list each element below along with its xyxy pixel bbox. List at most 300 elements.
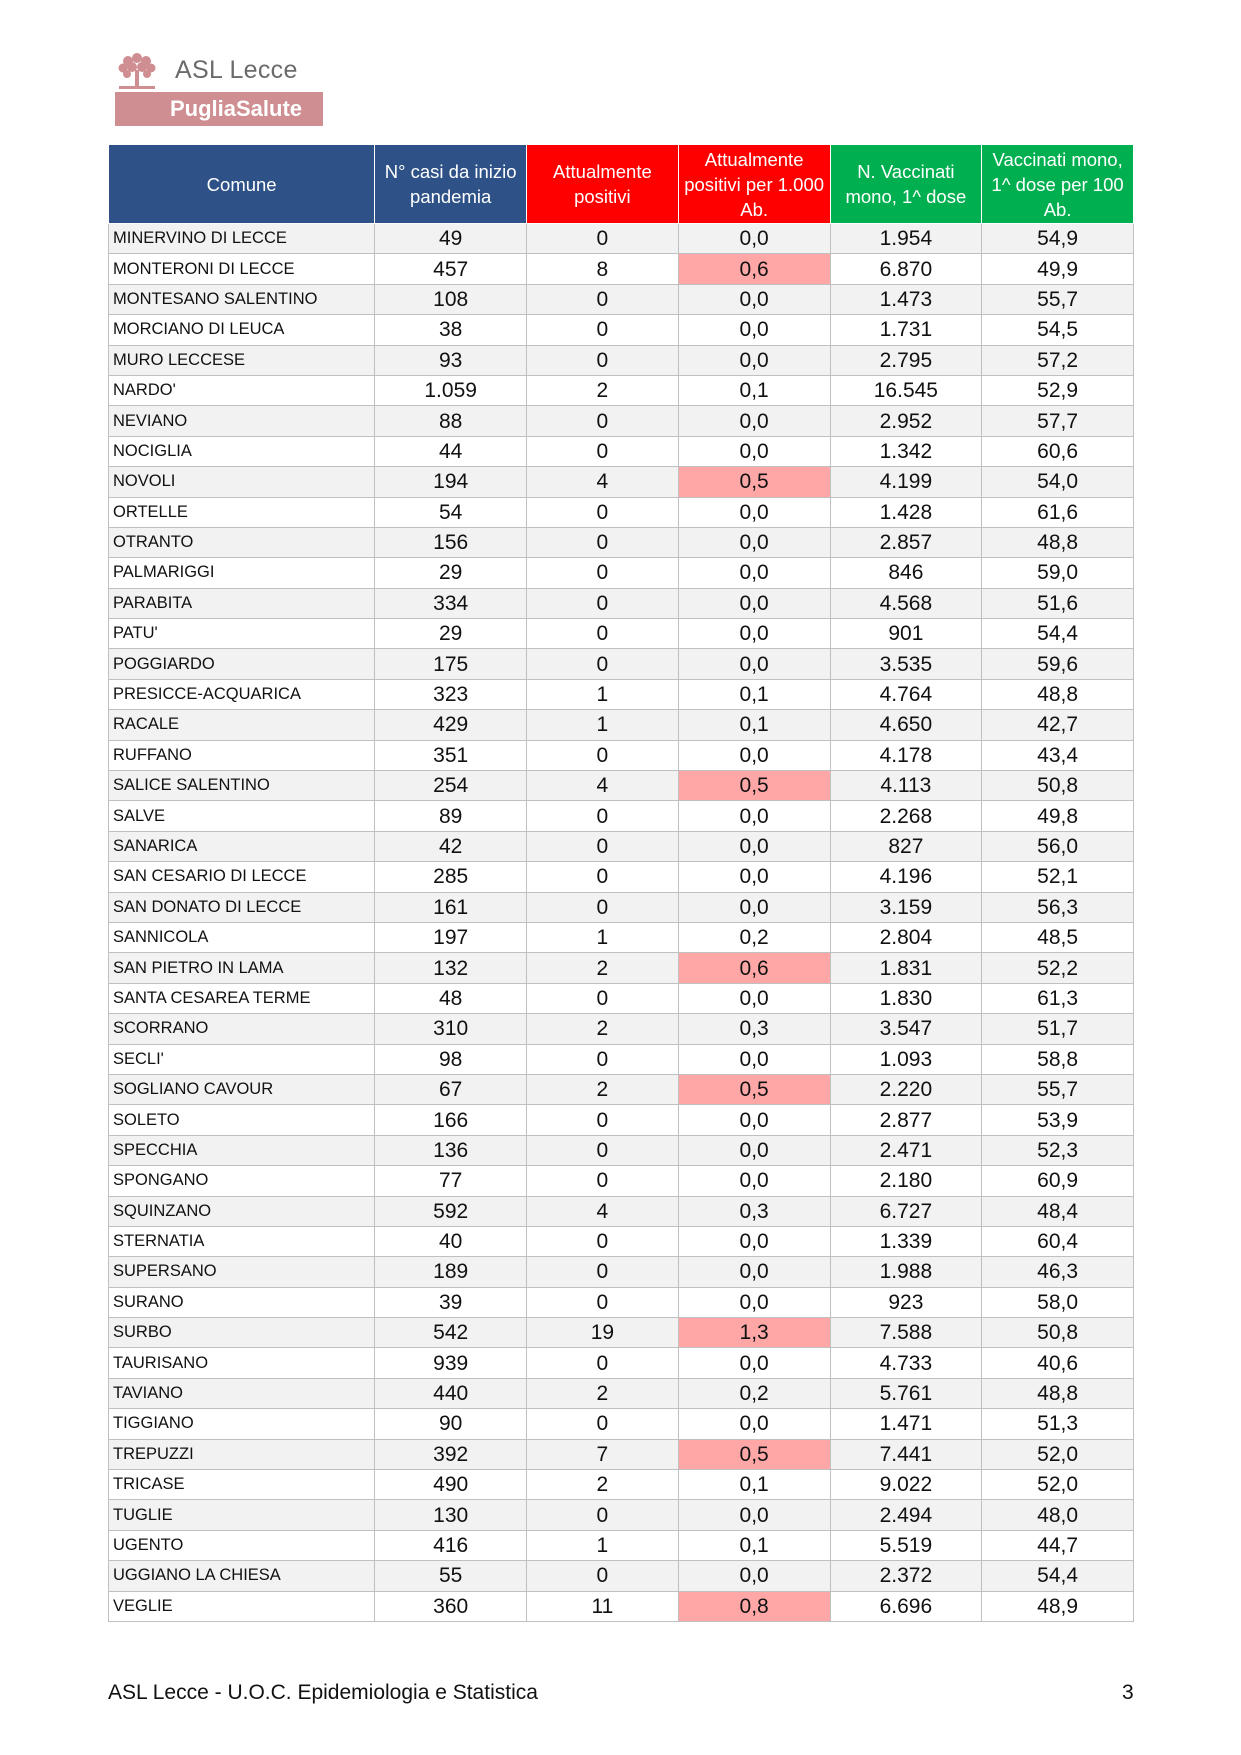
cell-positives-per-1000: 0,2 — [678, 922, 830, 952]
table-row — [109, 315, 1134, 345]
table-row — [109, 1287, 1134, 1317]
cell-positives-per-1000: 0,1 — [678, 1470, 830, 1500]
cell-positives-per-1000: 0,0 — [678, 284, 830, 314]
table-row — [109, 406, 1134, 436]
cell-current-positives: 0 — [527, 588, 679, 618]
cell-vaccinated-count: 2.471 — [830, 1135, 982, 1165]
cell-comune: MINERVINO DI LECCE — [109, 224, 375, 254]
cell-total-cases: 457 — [375, 254, 527, 284]
cell-vaccinated-per-100: 57,2 — [982, 345, 1134, 375]
cell-total-cases: 29 — [375, 558, 527, 588]
cell-vaccinated-per-100: 43,4 — [982, 740, 1134, 770]
cell-current-positives: 0 — [527, 527, 679, 557]
cell-total-cases: 136 — [375, 1135, 527, 1165]
cell-vaccinated-count: 827 — [830, 831, 982, 861]
cell-total-cases: 130 — [375, 1500, 527, 1530]
table-row — [109, 953, 1134, 983]
cell-total-cases: 161 — [375, 892, 527, 922]
cell-vaccinated-count: 1.339 — [830, 1226, 982, 1256]
cell-positives-per-1000: 0,1 — [678, 1530, 830, 1560]
cell-comune: SURBO — [109, 1318, 375, 1348]
table-row — [109, 679, 1134, 709]
cell-positives-per-1000: 0,0 — [678, 1166, 830, 1196]
cell-positives-per-1000: 0,0 — [678, 619, 830, 649]
table-row — [109, 1591, 1134, 1621]
cell-total-cases: 542 — [375, 1318, 527, 1348]
cell-vaccinated-count: 2.372 — [830, 1561, 982, 1591]
cell-total-cases: 156 — [375, 527, 527, 557]
cell-positives-per-1000: 0,0 — [678, 831, 830, 861]
header-vaccinated-count: N. Vaccinati mono, 1^ dose — [830, 145, 982, 224]
cell-positives-per-1000: 0,6 — [678, 953, 830, 983]
cell-current-positives: 1 — [527, 1530, 679, 1560]
cell-positives-per-1000: 0,5 — [678, 771, 830, 801]
cell-comune: MONTESANO SALENTINO — [109, 284, 375, 314]
table-row — [109, 1166, 1134, 1196]
cell-total-cases: 392 — [375, 1439, 527, 1469]
table-row — [109, 1196, 1134, 1226]
cell-positives-per-1000: 0,3 — [678, 1196, 830, 1226]
cell-current-positives: 4 — [527, 467, 679, 497]
cell-vaccinated-count: 2.804 — [830, 922, 982, 952]
cell-positives-per-1000: 0,0 — [678, 588, 830, 618]
cell-total-cases: 310 — [375, 1014, 527, 1044]
cell-positives-per-1000: 0,0 — [678, 1135, 830, 1165]
asl-lecce-logo — [115, 48, 325, 126]
table-row — [109, 497, 1134, 527]
cell-current-positives: 0 — [527, 497, 679, 527]
cell-current-positives: 2 — [527, 953, 679, 983]
cell-total-cases: 54 — [375, 497, 527, 527]
table-row — [109, 1257, 1134, 1287]
cell-comune: SCORRANO — [109, 1014, 375, 1044]
cell-vaccinated-per-100: 57,7 — [982, 406, 1134, 436]
cell-total-cases: 194 — [375, 467, 527, 497]
table-header-row — [109, 145, 1134, 224]
cell-comune: SOLETO — [109, 1105, 375, 1135]
cell-total-cases: 416 — [375, 1530, 527, 1560]
cell-comune: NEVIANO — [109, 406, 375, 436]
cell-total-cases: 38 — [375, 315, 527, 345]
cell-total-cases: 90 — [375, 1409, 527, 1439]
cell-total-cases: 592 — [375, 1196, 527, 1226]
header-positives-per-1000: Attualmente positivi per 1.000 Ab. — [678, 145, 830, 224]
table-row — [109, 922, 1134, 952]
cell-comune: SECLI' — [109, 1044, 375, 1074]
cell-comune: MORCIANO DI LEUCA — [109, 315, 375, 345]
header-current-positives: Attualmente positivi — [527, 145, 679, 224]
cell-comune: SAN PIETRO IN LAMA — [109, 953, 375, 983]
cell-vaccinated-per-100: 48,0 — [982, 1500, 1134, 1530]
cell-total-cases: 1.059 — [375, 375, 527, 405]
cell-total-cases: 98 — [375, 1044, 527, 1074]
cell-current-positives: 0 — [527, 892, 679, 922]
logo-subtitle: PugliaSalute — [170, 96, 303, 121]
cell-total-cases: 351 — [375, 740, 527, 770]
cell-total-cases: 166 — [375, 1105, 527, 1135]
table-row — [109, 801, 1134, 831]
table-body — [109, 224, 1134, 1622]
cell-positives-per-1000: 0,0 — [678, 558, 830, 588]
cell-vaccinated-per-100: 55,7 — [982, 1074, 1134, 1104]
cell-vaccinated-per-100: 48,5 — [982, 922, 1134, 952]
cell-vaccinated-per-100: 48,9 — [982, 1591, 1134, 1621]
cell-total-cases: 44 — [375, 436, 527, 466]
cell-vaccinated-count: 5.761 — [830, 1378, 982, 1408]
cell-vaccinated-per-100: 52,2 — [982, 953, 1134, 983]
cell-total-cases: 175 — [375, 649, 527, 679]
cell-comune: OTRANTO — [109, 527, 375, 557]
cell-comune: MURO LECCESE — [109, 345, 375, 375]
table-row — [109, 649, 1134, 679]
cell-current-positives: 2 — [527, 1014, 679, 1044]
cell-comune: SANARICA — [109, 831, 375, 861]
cell-vaccinated-count: 9.022 — [830, 1470, 982, 1500]
tree-logo-icon — [115, 50, 159, 90]
table-row — [109, 1561, 1134, 1591]
cell-positives-per-1000: 0,0 — [678, 1348, 830, 1378]
cell-vaccinated-per-100: 60,6 — [982, 436, 1134, 466]
cell-current-positives: 1 — [527, 679, 679, 709]
cell-current-positives: 2 — [527, 1378, 679, 1408]
cell-current-positives: 1 — [527, 922, 679, 952]
table-row — [109, 1378, 1134, 1408]
cell-current-positives: 0 — [527, 558, 679, 588]
cell-vaccinated-count: 1.342 — [830, 436, 982, 466]
header-vaccinated-per-100: Vaccinati mono, 1^ dose per 100 Ab. — [982, 145, 1134, 224]
cell-vaccinated-count: 1.473 — [830, 284, 982, 314]
cell-comune: PATU' — [109, 619, 375, 649]
table-row — [109, 1530, 1134, 1560]
cell-total-cases: 49 — [375, 224, 527, 254]
cell-current-positives: 0 — [527, 983, 679, 1013]
cell-vaccinated-per-100: 60,4 — [982, 1226, 1134, 1256]
cell-vaccinated-count: 3.535 — [830, 649, 982, 679]
cell-total-cases: 334 — [375, 588, 527, 618]
table-row — [109, 1074, 1134, 1104]
cell-total-cases: 254 — [375, 771, 527, 801]
cell-vaccinated-count: 3.547 — [830, 1014, 982, 1044]
cell-comune: SOGLIANO CAVOUR — [109, 1074, 375, 1104]
cell-current-positives: 0 — [527, 315, 679, 345]
cell-current-positives: 0 — [527, 1166, 679, 1196]
cell-vaccinated-count: 7.441 — [830, 1439, 982, 1469]
cell-comune: STERNATIA — [109, 1226, 375, 1256]
cell-comune: SQUINZANO — [109, 1196, 375, 1226]
cell-current-positives: 0 — [527, 436, 679, 466]
cell-total-cases: 29 — [375, 619, 527, 649]
table-row — [109, 1226, 1134, 1256]
cell-comune: SPONGANO — [109, 1166, 375, 1196]
cell-vaccinated-per-100: 48,4 — [982, 1196, 1134, 1226]
cell-vaccinated-count: 2.795 — [830, 345, 982, 375]
cell-positives-per-1000: 0,0 — [678, 406, 830, 436]
cell-current-positives: 2 — [527, 1470, 679, 1500]
cell-vaccinated-count: 6.727 — [830, 1196, 982, 1226]
logo-subtitle-bar — [115, 92, 323, 126]
cell-vaccinated-per-100: 46,3 — [982, 1257, 1134, 1287]
cell-comune: UGENTO — [109, 1530, 375, 1560]
covid-statistics-table — [108, 144, 1134, 1622]
cell-total-cases: 108 — [375, 284, 527, 314]
cell-comune: ORTELLE — [109, 497, 375, 527]
cell-vaccinated-count: 1.831 — [830, 953, 982, 983]
cell-current-positives: 0 — [527, 1044, 679, 1074]
cell-vaccinated-count: 2.877 — [830, 1105, 982, 1135]
cell-vaccinated-count: 4.764 — [830, 679, 982, 709]
cell-vaccinated-per-100: 49,8 — [982, 801, 1134, 831]
cell-comune: NARDO' — [109, 375, 375, 405]
cell-total-cases: 429 — [375, 710, 527, 740]
cell-vaccinated-per-100: 54,4 — [982, 1561, 1134, 1591]
cell-vaccinated-count: 6.870 — [830, 254, 982, 284]
cell-comune: POGGIARDO — [109, 649, 375, 679]
cell-comune: TAURISANO — [109, 1348, 375, 1378]
cell-vaccinated-count: 2.952 — [830, 406, 982, 436]
cell-total-cases: 440 — [375, 1378, 527, 1408]
cell-total-cases: 360 — [375, 1591, 527, 1621]
cell-comune: TAVIANO — [109, 1378, 375, 1408]
table-row — [109, 1500, 1134, 1530]
cell-current-positives: 0 — [527, 619, 679, 649]
cell-vaccinated-count: 4.113 — [830, 771, 982, 801]
cell-current-positives: 2 — [527, 375, 679, 405]
cell-current-positives: 0 — [527, 406, 679, 436]
cell-vaccinated-per-100: 40,6 — [982, 1348, 1134, 1378]
cell-positives-per-1000: 0,0 — [678, 315, 830, 345]
cell-vaccinated-per-100: 49,9 — [982, 254, 1134, 284]
cell-current-positives: 0 — [527, 1257, 679, 1287]
cell-vaccinated-count: 2.180 — [830, 1166, 982, 1196]
cell-positives-per-1000: 0,2 — [678, 1378, 830, 1408]
cell-current-positives: 0 — [527, 801, 679, 831]
header-comune: Comune — [109, 145, 375, 224]
cell-vaccinated-count: 5.519 — [830, 1530, 982, 1560]
cell-vaccinated-per-100: 42,7 — [982, 710, 1134, 740]
table-row — [109, 588, 1134, 618]
cell-total-cases: 93 — [375, 345, 527, 375]
cell-vaccinated-count: 2.220 — [830, 1074, 982, 1104]
table-row — [109, 527, 1134, 557]
table-row — [109, 1014, 1134, 1044]
cell-vaccinated-count: 4.199 — [830, 467, 982, 497]
cell-comune: TIGGIANO — [109, 1409, 375, 1439]
cell-comune: SALVE — [109, 801, 375, 831]
table-row — [109, 862, 1134, 892]
cell-comune: RACALE — [109, 710, 375, 740]
cell-vaccinated-count: 846 — [830, 558, 982, 588]
cell-positives-per-1000: 0,0 — [678, 345, 830, 375]
table-row — [109, 345, 1134, 375]
cell-total-cases: 490 — [375, 1470, 527, 1500]
cell-vaccinated-per-100: 48,8 — [982, 1378, 1134, 1408]
cell-positives-per-1000: 0,8 — [678, 1591, 830, 1621]
cell-vaccinated-per-100: 50,8 — [982, 771, 1134, 801]
cell-positives-per-1000: 0,0 — [678, 1287, 830, 1317]
table-row — [109, 983, 1134, 1013]
cell-vaccinated-per-100: 50,8 — [982, 1318, 1134, 1348]
cell-comune: PALMARIGGI — [109, 558, 375, 588]
cell-vaccinated-per-100: 51,6 — [982, 588, 1134, 618]
cell-vaccinated-count: 1.954 — [830, 224, 982, 254]
cell-comune: SANTA CESAREA TERME — [109, 983, 375, 1013]
cell-comune: TUGLIE — [109, 1500, 375, 1530]
cell-positives-per-1000: 0,0 — [678, 892, 830, 922]
cell-vaccinated-per-100: 54,0 — [982, 467, 1134, 497]
cell-vaccinated-per-100: 54,5 — [982, 315, 1134, 345]
cell-comune: PARABITA — [109, 588, 375, 618]
cell-total-cases: 89 — [375, 801, 527, 831]
cell-total-cases: 323 — [375, 679, 527, 709]
cell-total-cases: 42 — [375, 831, 527, 861]
cell-positives-per-1000: 0,0 — [678, 1500, 830, 1530]
cell-vaccinated-count: 16.545 — [830, 375, 982, 405]
cell-comune: PRESICCE-ACQUARICA — [109, 679, 375, 709]
cell-vaccinated-count: 1.830 — [830, 983, 982, 1013]
cell-positives-per-1000: 0,0 — [678, 801, 830, 831]
cell-vaccinated-count: 4.650 — [830, 710, 982, 740]
cell-vaccinated-per-100: 54,4 — [982, 619, 1134, 649]
cell-vaccinated-count: 3.159 — [830, 892, 982, 922]
table-row — [109, 619, 1134, 649]
cell-vaccinated-count: 4.568 — [830, 588, 982, 618]
cell-total-cases: 197 — [375, 922, 527, 952]
table-row — [109, 467, 1134, 497]
cell-current-positives: 11 — [527, 1591, 679, 1621]
cell-vaccinated-count: 4.196 — [830, 862, 982, 892]
cell-total-cases: 67 — [375, 1074, 527, 1104]
cell-total-cases: 939 — [375, 1348, 527, 1378]
cell-comune: SPECCHIA — [109, 1135, 375, 1165]
cell-vaccinated-count: 2.268 — [830, 801, 982, 831]
footer-source: ASL Lecce - U.O.C. Epidemiologia e Statistica — [108, 1681, 538, 1704]
cell-positives-per-1000: 0,0 — [678, 224, 830, 254]
cell-positives-per-1000: 0,0 — [678, 1409, 830, 1439]
cell-current-positives: 0 — [527, 224, 679, 254]
cell-current-positives: 0 — [527, 740, 679, 770]
table-row — [109, 740, 1134, 770]
cell-vaccinated-per-100: 60,9 — [982, 1166, 1134, 1196]
cell-current-positives: 0 — [527, 649, 679, 679]
cell-current-positives: 0 — [527, 1287, 679, 1317]
logo-title: ASL Lecce — [175, 56, 298, 84]
cell-vaccinated-count: 2.857 — [830, 527, 982, 557]
cell-total-cases: 48 — [375, 983, 527, 1013]
cell-comune: UGGIANO LA CHIESA — [109, 1561, 375, 1591]
cell-vaccinated-per-100: 48,8 — [982, 527, 1134, 557]
cell-vaccinated-per-100: 59,0 — [982, 558, 1134, 588]
cell-vaccinated-count: 4.178 — [830, 740, 982, 770]
cell-positives-per-1000: 1,3 — [678, 1318, 830, 1348]
cell-current-positives: 0 — [527, 831, 679, 861]
cell-vaccinated-count: 1.731 — [830, 315, 982, 345]
cell-current-positives: 4 — [527, 1196, 679, 1226]
cell-positives-per-1000: 0,0 — [678, 983, 830, 1013]
cell-current-positives: 0 — [527, 1105, 679, 1135]
cell-total-cases: 40 — [375, 1226, 527, 1256]
cell-positives-per-1000: 0,0 — [678, 527, 830, 557]
cell-vaccinated-count: 1.428 — [830, 497, 982, 527]
cell-current-positives: 0 — [527, 345, 679, 375]
cell-positives-per-1000: 0,0 — [678, 740, 830, 770]
cell-vaccinated-per-100: 56,3 — [982, 892, 1134, 922]
cell-current-positives: 0 — [527, 862, 679, 892]
cell-comune: SAN DONATO DI LECCE — [109, 892, 375, 922]
cell-positives-per-1000: 0,3 — [678, 1014, 830, 1044]
table-row — [109, 1105, 1134, 1135]
cell-vaccinated-per-100: 52,0 — [982, 1470, 1134, 1500]
cell-vaccinated-per-100: 52,3 — [982, 1135, 1134, 1165]
cell-positives-per-1000: 0,0 — [678, 436, 830, 466]
table-row — [109, 1348, 1134, 1378]
cell-comune: NOCIGLIA — [109, 436, 375, 466]
header-total-cases: N° casi da inizio pandemia — [375, 145, 527, 224]
cell-vaccinated-count: 901 — [830, 619, 982, 649]
cell-total-cases: 55 — [375, 1561, 527, 1591]
cell-comune: SAN CESARIO DI LECCE — [109, 862, 375, 892]
cell-comune: SANNICOLA — [109, 922, 375, 952]
cell-positives-per-1000: 0,5 — [678, 467, 830, 497]
cell-vaccinated-per-100: 48,8 — [982, 679, 1134, 709]
cell-current-positives: 19 — [527, 1318, 679, 1348]
table-row — [109, 284, 1134, 314]
cell-vaccinated-per-100: 51,7 — [982, 1014, 1134, 1044]
cell-vaccinated-per-100: 55,7 — [982, 284, 1134, 314]
cell-vaccinated-count: 6.696 — [830, 1591, 982, 1621]
cell-positives-per-1000: 0,0 — [678, 649, 830, 679]
cell-comune: SUPERSANO — [109, 1257, 375, 1287]
table-row — [109, 892, 1134, 922]
cell-total-cases: 132 — [375, 953, 527, 983]
table-row — [109, 1044, 1134, 1074]
cell-positives-per-1000: 0,0 — [678, 862, 830, 892]
table-row — [109, 710, 1134, 740]
cell-total-cases: 77 — [375, 1166, 527, 1196]
page-number: 3 — [1122, 1681, 1134, 1704]
cell-vaccinated-count: 923 — [830, 1287, 982, 1317]
table-row — [109, 436, 1134, 466]
cell-vaccinated-count: 1.988 — [830, 1257, 982, 1287]
cell-comune: SURANO — [109, 1287, 375, 1317]
cell-current-positives: 0 — [527, 1561, 679, 1591]
table-row — [109, 1135, 1134, 1165]
cell-current-positives: 1 — [527, 710, 679, 740]
cell-positives-per-1000: 0,0 — [678, 1561, 830, 1591]
table-row — [109, 254, 1134, 284]
cell-vaccinated-per-100: 44,7 — [982, 1530, 1134, 1560]
cell-vaccinated-per-100: 52,9 — [982, 375, 1134, 405]
cell-vaccinated-per-100: 59,6 — [982, 649, 1134, 679]
cell-vaccinated-per-100: 56,0 — [982, 831, 1134, 861]
cell-vaccinated-per-100: 52,0 — [982, 1439, 1134, 1469]
cell-positives-per-1000: 0,6 — [678, 254, 830, 284]
cell-comune: RUFFANO — [109, 740, 375, 770]
cell-current-positives: 0 — [527, 1500, 679, 1530]
table-row — [109, 771, 1134, 801]
cell-vaccinated-per-100: 54,9 — [982, 224, 1134, 254]
cell-vaccinated-per-100: 52,1 — [982, 862, 1134, 892]
cell-vaccinated-per-100: 58,0 — [982, 1287, 1134, 1317]
cell-vaccinated-count: 1.093 — [830, 1044, 982, 1074]
cell-vaccinated-per-100: 58,8 — [982, 1044, 1134, 1074]
cell-total-cases: 39 — [375, 1287, 527, 1317]
table-row — [109, 1470, 1134, 1500]
cell-vaccinated-per-100: 53,9 — [982, 1105, 1134, 1135]
cell-current-positives: 0 — [527, 284, 679, 314]
cell-positives-per-1000: 0,1 — [678, 375, 830, 405]
cell-vaccinated-count: 2.494 — [830, 1500, 982, 1530]
cell-comune: SALICE SALENTINO — [109, 771, 375, 801]
